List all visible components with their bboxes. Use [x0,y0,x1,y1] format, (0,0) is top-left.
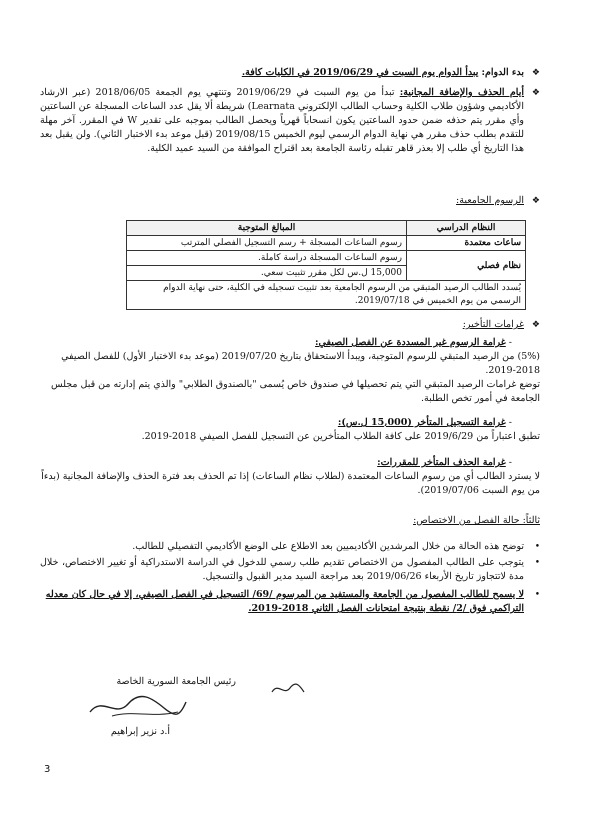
initials-scribble-icon [268,680,308,698]
fine-late-registration: - غرامة التسجيل المتأخر (15,000 ل.س): تطبق اعتباراً من 2019/6/29 على كافة الطلاب المتأخرين عن التسجيل للفصل الصيفي 2018-2019. [40,416,540,444]
signature-scribble-icon [82,690,192,722]
separation-bullet-1 [40,540,540,554]
fees-section [40,194,540,208]
fine2-title: غرامة التسجيل المتأخر (15,000 ل.س): [337,417,506,428]
fine1-text: (5%) من الرصيد المتبقي للرسوم المتوجبة، ويبدأ الاستحقاق بتاريخ 2019/07/20 (موعد بدء الاختبار الأول) للفصل الصيفي 2018-2019. [61,351,540,376]
drop-add-item [40,86,540,156]
fines-heading: غرامات التأخير: [462,319,524,330]
fees-table [126,220,526,281]
separation-section [40,514,540,528]
diamond-bullet-icon: ❖ [531,320,540,330]
separation-bullet-3 [40,588,540,616]
round-bullet-icon: • [534,542,540,552]
drop-add-label: أيام الحذف والإضافة المجانية: [399,87,524,98]
cell-amount: رسوم الساعات المسجلة + رسم التسجيل الفصلي المترتب [127,236,407,251]
cell-amount: 15,000 ل.س لكل مقرر تثبيت سعي. [127,266,407,281]
signature-title: رئيس الجامعة السورية الخاصة [116,676,236,687]
start-text: يبدأ الدوام يوم السبت في 2019/06/29 في الكليات كافة. [241,67,479,78]
fine2-text: تطبق اعتباراً من 2019/6/29 على كافة الطلاب المتأخرين عن التسجيل للفصل الصيفي 2018-2019. [141,431,540,442]
table-header-row [127,221,526,236]
fine1-text2: توضع غرامات الرصيد المتبقي التي يتم تحصيلها في صندوق خاص يُسمى "بالصندوق الطلابي" والذي يتم إدارته من قبل مجلس الجامعة في أمور تخص الطلبة. [51,379,540,404]
separation-b1: توضح هذه الحالة من خلال المرشدين الأكاديميين بعد الاطلاع على الوضع الأكاديمي التفصيلي للطالب. [132,541,524,552]
fine-late-fees: - غرامة الرسوم غير المسددة عن الفصل الصيفي: (5%) من الرصيد المتبقي للرسوم المتوجبة، ويبدأ الاستحقاق بتاريخ 2019/07/20 (موعد بدء الاختبار الأول) للفصل الصيفي 2018-2019. توضع غرامات الرصيد المتبقي التي يتم تحصيلها في صندوق خاص يُسمى "بالصندوق الطلابي" والذي يتم إدارته من قبل مجلس الجامعة في أمور تخص الطلبة. [51,337,540,404]
signature-name: أ.د نزير إبراهيم [110,726,170,737]
separation-b2: يتوجب على الطالب المفصول من الاختصاص تقديم طلب رسمي للدخول في الدراسة الاستدراكية أو تغيير الاختصاص، خلال مدة لاتتجاوز تاريخ الأربعاء 2019/06/26 بعد مراجعة السيد مدير القبول والتسجيل. [40,557,524,582]
start-date-item [40,66,540,80]
page-number: 3 [44,764,51,775]
fine3-title: غرامة الحذف المتأخر للمقررات: [377,457,506,468]
fees-heading: الرسوم الجامعية: [456,195,524,206]
table-row [127,236,526,251]
start-label: بدء الدوام: [481,67,524,78]
cell-system: نظام فصلي [407,251,526,281]
col-header-system: النظام الدراسي [407,221,526,236]
cell-amount: رسوم الساعات المسجلة دراسة كاملة. [127,251,407,266]
fines-section [40,318,540,332]
separation-heading: ثالثاً: حالة الفصل من الاختصاص: [413,515,540,526]
round-bullet-icon: • [534,558,540,568]
fees-table-wrap [126,220,526,310]
col-header-amounts: المبالغ المتوجبة [127,221,407,236]
round-bullet-icon: • [534,590,540,600]
drop-add-text: تبدأ من يوم السبت في 2019/06/29 وتنتهي يوم الجمعة 2018/06/05 (عبر الارشاد الأكاديمي وشؤون طلاب الكلية وحساب الطالب الإلكتروني Learnata) شريطة ألا يقل عدد الساعات المسجلة عن الساعتين وأي مقرر يتم حذفه ضمن حدود الساعتين يكون انسحاباً قهرياً ويحصل الطالب بموجبه على تقدير W في المقرر. آخر مهلة للتقدم بطلب حذف مقرر هي نهاية الدوام الرسمي ليوم الخميس 2019/08/15 (قبل موعد بدء الاختبار الثاني). ولن يقبل بعد هذا التاريخ أي طلب إلا بعذر قاهر تقبله رئاسة الجامعة بعد اقتراح الموافقة من السيد عميد الكلية. [40,87,524,154]
fine1-title: غرامة الرسوم غير المسددة عن الفصل الصيفي: [315,337,506,348]
diamond-bullet-icon: ❖ [531,68,540,78]
table-row [127,251,526,266]
fine3-text: لا يسترد الطالب أي من رسوم الساعات المعتمدة (لطلاب نظام الساعات) إذا تم الحذف بعد فترة الحذف والإضافة المجانية (بدءاً من يوم السبت 2019/07/06). [41,471,540,496]
diamond-bullet-icon: ❖ [531,196,540,206]
fees-note: يُسدد الطالب الرصيد المتبقي من الرسوم الجامعية بعد تثبيت تسجيله في الكلية، حتى نهاية الدوام الرسمي من يوم الخميس في 2019/07/18. [126,281,526,310]
fine-late-drop: - غرامة الحذف المتأخر للمقررات: لا يسترد الطالب أي من رسوم الساعات المعتمدة (لطلاب نظام الساعات) إذا تم الحذف بعد فترة الحذف والإضافة المجانية (بدءاً من يوم السبت 2019/07/06). [41,457,540,496]
separation-b3: لا يسمح للطالب المفصول من الجامعة والمستفيد من المرسوم /69/ التسجيل في الفصل الصيفي، إلا في حال كان معدله التراكمي فوق /2/ نقطة بنتيجة امتحانات الفصل الثاني 2018-2019. [45,589,524,614]
diamond-bullet-icon: ❖ [531,88,540,98]
separation-bullet-2 [40,556,540,584]
cell-system: ساعات معتمدة [407,236,526,251]
